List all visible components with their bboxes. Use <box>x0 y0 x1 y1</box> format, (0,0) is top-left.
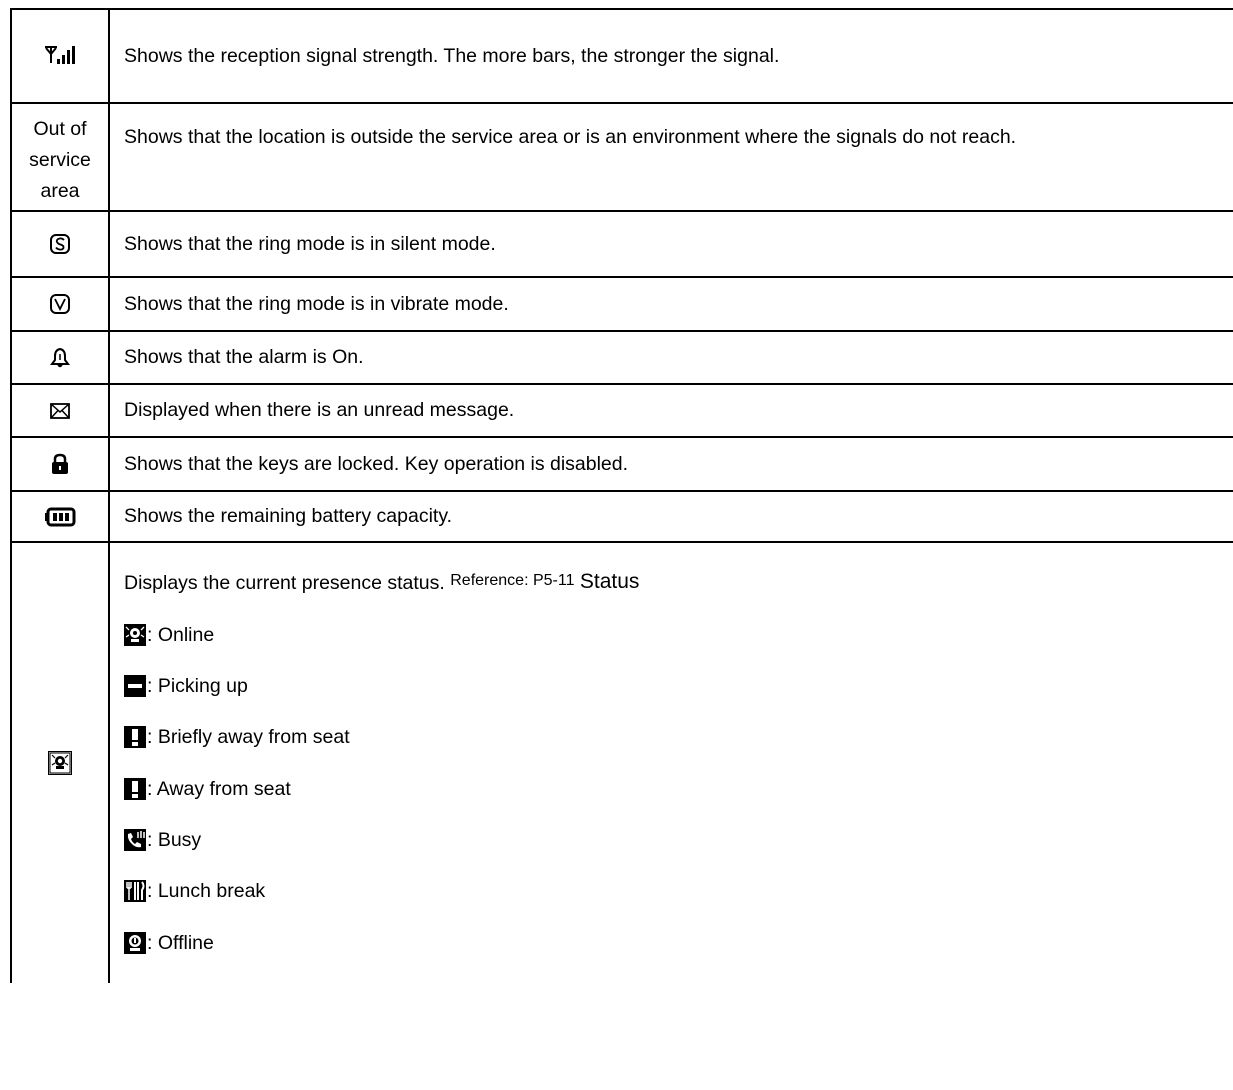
row-description: Shows the reception signal strength. The more bars, the stronger the signal. <box>124 44 780 67</box>
table-row <box>10 492 1233 543</box>
row-description: Shows that the ring mode is in vibrate mode. <box>124 292 509 315</box>
status-label: : Lunch break <box>147 880 266 903</box>
table-row <box>10 438 1233 492</box>
table-row <box>10 10 1233 104</box>
status-label: : Busy <box>147 828 202 851</box>
icon-cell <box>10 492 110 541</box>
icon-cell <box>10 385 110 436</box>
table-row <box>10 332 1233 385</box>
icon-cell <box>10 332 110 383</box>
lunch-break-icon <box>124 880 146 902</box>
padlock-icon <box>50 453 70 475</box>
table-row <box>10 278 1233 332</box>
out-of-service-label <box>29 114 91 207</box>
signal-bars-icon <box>43 45 77 67</box>
silent-mode-icon <box>49 233 71 255</box>
status-item-picking-up <box>124 675 248 726</box>
status-item-offline <box>124 932 214 983</box>
vibrate-mode-icon <box>49 293 71 315</box>
status-icon-table <box>10 8 1233 983</box>
alarm-bell-icon <box>49 347 71 369</box>
briefly-away-icon <box>124 726 146 748</box>
status-label: : Online <box>147 623 215 646</box>
status-label: : Offline <box>147 931 214 954</box>
table-row <box>10 385 1233 438</box>
out-of-service-line: service <box>29 149 91 171</box>
envelope-icon <box>49 402 71 420</box>
icon-cell <box>10 543 110 983</box>
row-description: Shows that the keys are locked. Key operation is disabled. <box>124 452 629 475</box>
status-item-briefly-away <box>124 726 350 777</box>
presence-status-icon <box>48 751 72 775</box>
reference-link-status[interactable]: Status <box>579 570 640 593</box>
status-label: : Briefly away from seat <box>147 726 350 749</box>
row-description: Shows that the alarm is On. <box>124 346 364 368</box>
icon-cell <box>10 278 110 330</box>
out-of-service-line: area <box>40 180 80 202</box>
icon-cell <box>10 10 110 102</box>
icon-cell <box>10 438 110 490</box>
row-description: Displayed when there is an unread message. <box>124 399 515 421</box>
status-label: : Picking up <box>147 674 248 697</box>
status-item-busy <box>124 829 201 880</box>
row-description: Shows that the location is outside the service area or is an environment where the signals do not reach. <box>124 126 1017 148</box>
out-of-service-line: Out of <box>33 118 87 140</box>
battery-icon <box>44 507 76 527</box>
icon-cell <box>10 104 110 210</box>
table-row <box>10 104 1233 212</box>
online-icon <box>124 624 146 646</box>
presence-intro: Displays the current presence status. <box>124 572 445 594</box>
picking-up-icon <box>124 675 146 697</box>
status-label: : Away from seat <box>147 777 291 800</box>
presence-description <box>110 543 1233 983</box>
busy-icon <box>124 829 146 851</box>
away-icon <box>124 778 146 800</box>
icon-cell <box>10 212 110 276</box>
table-row <box>10 543 1233 983</box>
table-row <box>10 212 1233 278</box>
row-description: Shows the remaining battery capacity. <box>124 505 453 527</box>
offline-icon <box>124 932 146 954</box>
status-item-lunch-break <box>124 880 265 931</box>
presence-intro-line <box>124 572 639 624</box>
status-item-away <box>124 778 291 829</box>
status-item-online <box>124 624 214 675</box>
reference-prefix: Reference: P5-11 <box>450 572 575 589</box>
row-description: Shows that the ring mode is in silent mode. <box>124 232 496 255</box>
